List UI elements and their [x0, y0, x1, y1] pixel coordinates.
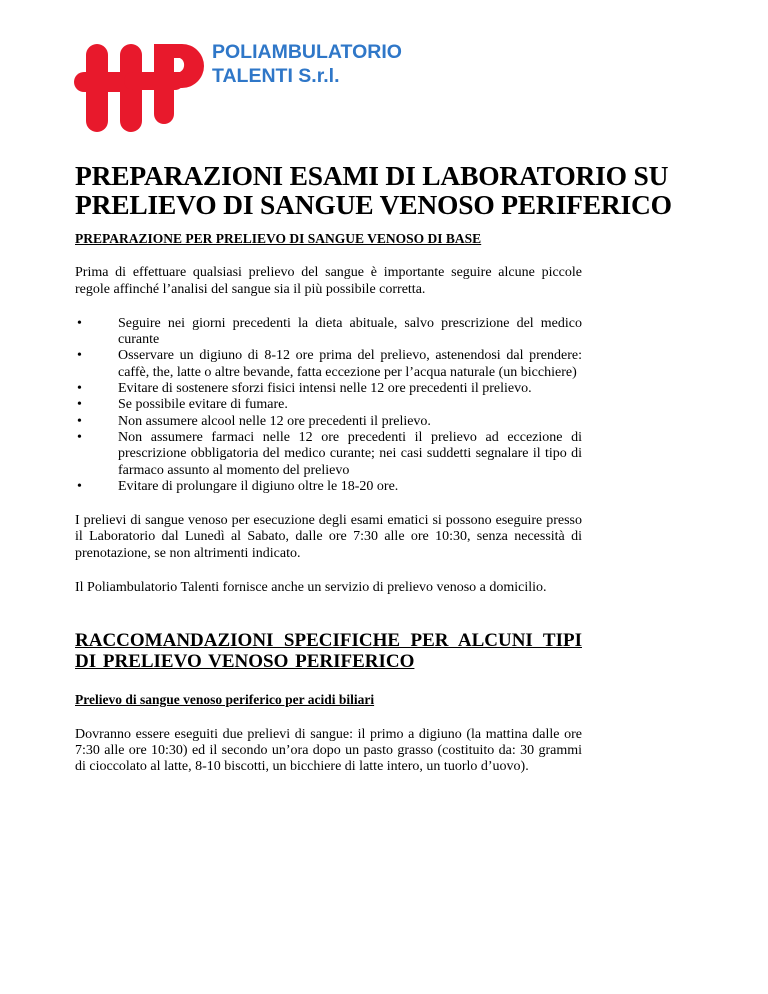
list-item: • Non assumere farmaci nelle 12 ore precedenti il prelievo ad eccezione di prescrizione obbligatoria del medico curante; nei casi suddetti segnalare il tipo di farmaco assunto al momento del prelievo [77, 429, 582, 478]
bullet-icon: • [77, 348, 82, 364]
document-title-line2: PRELIEVO DI SANGUE VENOSO PERIFERICO [75, 189, 672, 220]
hours-paragraph: I prelievi di sangue venoso per esecuzione degli esami ematici si possono eseguire presso il Laboratorio dal Lunedì al Sabato, dalle ore 7:30 alle ore 10:30, senza necessità di prenotazione, se non altrimenti indicato. [75, 513, 582, 561]
bile-acids-paragraph: Dovranno essere eseguiti due prelievi di sangue: il primo a digiuno (la mattina dalle ore 7:30 alle ore 10:30) ed il secondo un’ora dopo un pasto grasso (costituito da: 30 grammi di cioccolato al latte, 8-10 biscotti, un bicchiere di latte intero, un tuorlo d’uovo). [75, 726, 582, 775]
list-item: • Osservare un digiuno di 8-12 ore prima del prelievo, astenendosi dal prendere: caffè, the, latte o altre bevande, fatta eccezione per l’acqua naturale (un bicchiere) [77, 348, 582, 380]
document-title [75, 161, 715, 219]
list-item: • Evitare di sostenere sforzi fisici intensi nelle 12 ore precedenti il prelievo. [77, 381, 532, 397]
home-service-paragraph: Il Poliambulatorio Talenti fornisce anche un servizio di prelievo venoso a domicilio. [75, 580, 547, 596]
section-heading-base-prep: PREPARAZIONE PER PRELIEVO DI SANGUE VENOSO DI BASE [75, 231, 482, 246]
bullet-icon: • [77, 397, 82, 413]
list-item: • Se possibile evitare di fumare. [77, 397, 288, 413]
red-cross-logo-icon [74, 42, 204, 134]
bullet-icon: • [77, 315, 82, 331]
company-logo [72, 40, 472, 140]
company-name-line1: POLIAMBULATORIO [212, 41, 402, 63]
document-title-line1: PREPARAZIONI ESAMI DI LABORATORIO SU [75, 160, 669, 191]
bullet-icon: • [77, 381, 82, 397]
bullet-icon: • [77, 413, 82, 429]
list-item: • Evitare di prolungare il digiuno oltre le 18-20 ore. [77, 478, 399, 494]
company-name-line2: TALENTI S.r.l. [212, 65, 340, 87]
bullet-icon: • [77, 478, 82, 494]
bullet-icon: • [77, 429, 82, 445]
document-body [75, 231, 582, 776]
list-item: • Seguire nei giorni precedenti la dieta abituale, salvo prescrizione del medico curante [77, 315, 582, 348]
list-item: • Non assumere alcool nelle 12 ore precedenti il prelievo. [77, 413, 431, 429]
section-heading-specific-recommendations: RACCOMANDAZIONI SPECIFICHE PER ALCUNI TIPI DI PRELIEVO VENOSO PERIFERICO [75, 630, 582, 673]
subsection-heading-bile-acids: Prelievo di sangue venoso periferico per acidi biliari [75, 692, 375, 708]
preparation-rules-list [75, 316, 582, 495]
company-name [212, 40, 402, 88]
intro-paragraph: Prima di effettuare qualsiasi prelievo del sangue è importante seguire alcune piccole regole affinché l’analisi del sangue sia il più possibile corretta. [75, 265, 582, 297]
